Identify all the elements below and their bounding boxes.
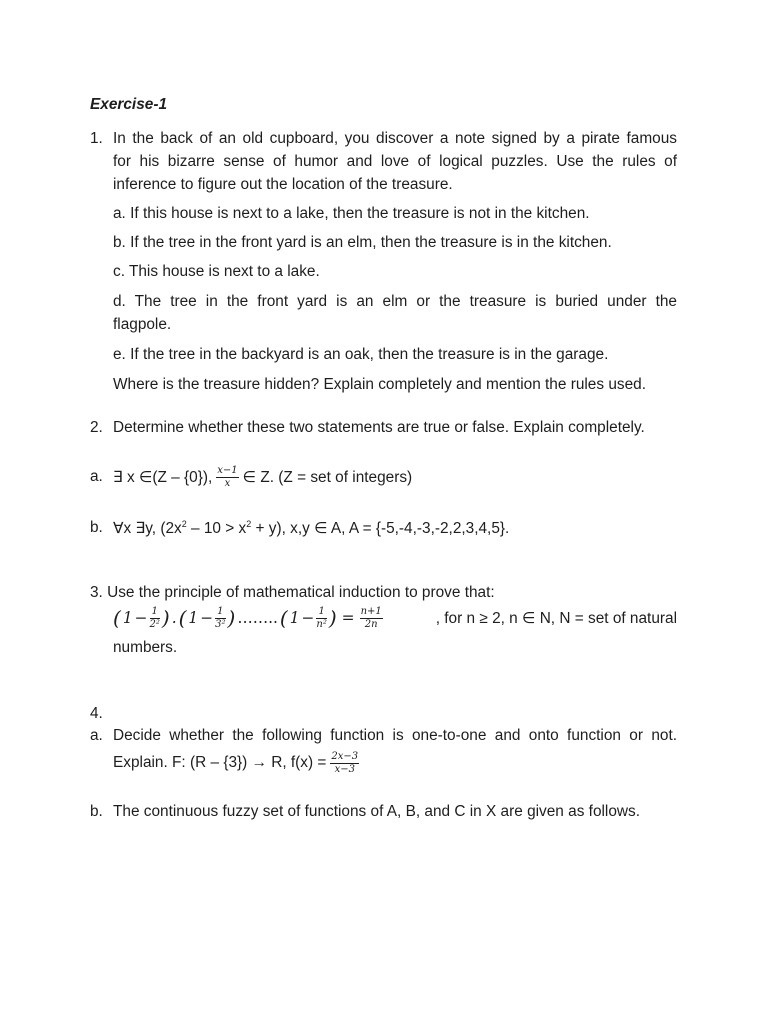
- q4-b-text: The continuous fuzzy set of functions of A, B, and C in X are given as follows.: [113, 803, 640, 820]
- q1-intro-line1: In the back of an old cupboard, you discover a note signed by a pirate famous: [113, 130, 677, 147]
- q2-b-part3: + y), x,y ∈ A, A = {-5,-4,-3,-2,2,3,4,5}.: [251, 520, 510, 538]
- q4-a-frac-num: 2x−3: [331, 750, 359, 762]
- q2-b-part2: – 10 > x: [186, 520, 247, 538]
- q1-intro-line3: inference to figure out the location of the treasure.: [113, 176, 453, 193]
- q2-a-post: ∈ Z. (Z = set of integers): [242, 468, 413, 486]
- q4-a-line2: [113, 746, 359, 780]
- q4-a-line2-text: Explain. F: (R – {3}) → R, f(x) =: [113, 754, 327, 771]
- q3-factor1-fraction: $\frac{1}{\text{2²}}$: [149, 605, 160, 630]
- q3-dots: ……..: [237, 609, 278, 627]
- q3-factor3-fraction: $\frac{1}{\text{n²}}$: [316, 605, 327, 630]
- q4-a-frac-den: x−3: [334, 763, 355, 775]
- q1-premise-d-line2: flagpole.: [113, 316, 172, 333]
- q2-a-fraction: [216, 466, 238, 489]
- q1-premise-e: e. If the tree in the backyard is an oak, then the treasure is in the garage.: [113, 346, 609, 363]
- q2-text: Determine whether these two statements are true or false. Explain completely.: [113, 419, 645, 436]
- q3-tail: numbers.: [113, 639, 178, 656]
- q2-b-statement: [113, 519, 509, 538]
- q2-b-label: b.: [90, 519, 103, 536]
- q1-premise-d-line1: d. The tree in the front yard is an elm or the treasure is buried under the: [113, 293, 677, 310]
- q2-b-sup1: 2: [181, 519, 187, 529]
- q3-rhs-fraction: $\frac{n+1}{2n}$: [360, 605, 382, 630]
- q3-induction-formula: [113, 606, 677, 630]
- exercise-title: Exercise-1: [90, 96, 168, 113]
- q4-b-label: b.: [90, 803, 103, 820]
- q1-premise-c: c. This house is next to a lake.: [113, 263, 320, 280]
- q2-number: 2.: [90, 419, 103, 436]
- q2-a-statement: [113, 460, 412, 494]
- q1-number: 1.: [90, 130, 103, 147]
- q2-b-part1: ∀x ∃y, (2x: [113, 520, 182, 538]
- q2-a-pre: ∃ x ∈(Z – {0}),: [113, 468, 213, 486]
- q4-a-line1: Decide whether the following function is one-to-one and onto function or not.: [113, 727, 677, 744]
- q1-premise-a: a. If this house is next to a lake, then the treasure is not in the kitchen.: [113, 205, 590, 222]
- q1-premise-b: b. If the tree in the front yard is an elm, then the treasure is in the kitchen.: [113, 234, 612, 251]
- q4-number: 4.: [90, 705, 103, 722]
- q2-a-frac-num: x−1: [217, 464, 238, 476]
- q3-intro: 3. Use the principle of mathematical induction to prove that:: [90, 584, 495, 601]
- q2-b-sup2: 2: [246, 519, 252, 529]
- q4-a-label: a.: [90, 727, 103, 744]
- q3-product-expression: ( 1 − $\frac{1}{\text{2²}}$ ) . ( 1 − $\frac{1}{\text{3²}}$ ) …….. ( 1 − $\frac{1}{\text{n²}}$ ) = $\frac{n+1}{2n}$: [113, 605, 382, 630]
- q1-question: Where is the treasure hidden? Explain completely and mention the rules used.: [113, 376, 646, 393]
- q3-equals: =: [341, 609, 355, 627]
- q3-factor2-fraction: $\frac{1}{\text{3²}}$: [215, 605, 226, 630]
- q2-a-frac-den: x: [224, 477, 231, 489]
- q4-a-fraction: [330, 752, 359, 775]
- q2-a-label: a.: [90, 468, 103, 485]
- q3-condition: , for n ≥ 2, n ∈ N, N = set of natural: [435, 609, 677, 627]
- q1-intro-line2: for his bizarre sense of humor and love of logical puzzles. Use the rules of: [113, 153, 677, 170]
